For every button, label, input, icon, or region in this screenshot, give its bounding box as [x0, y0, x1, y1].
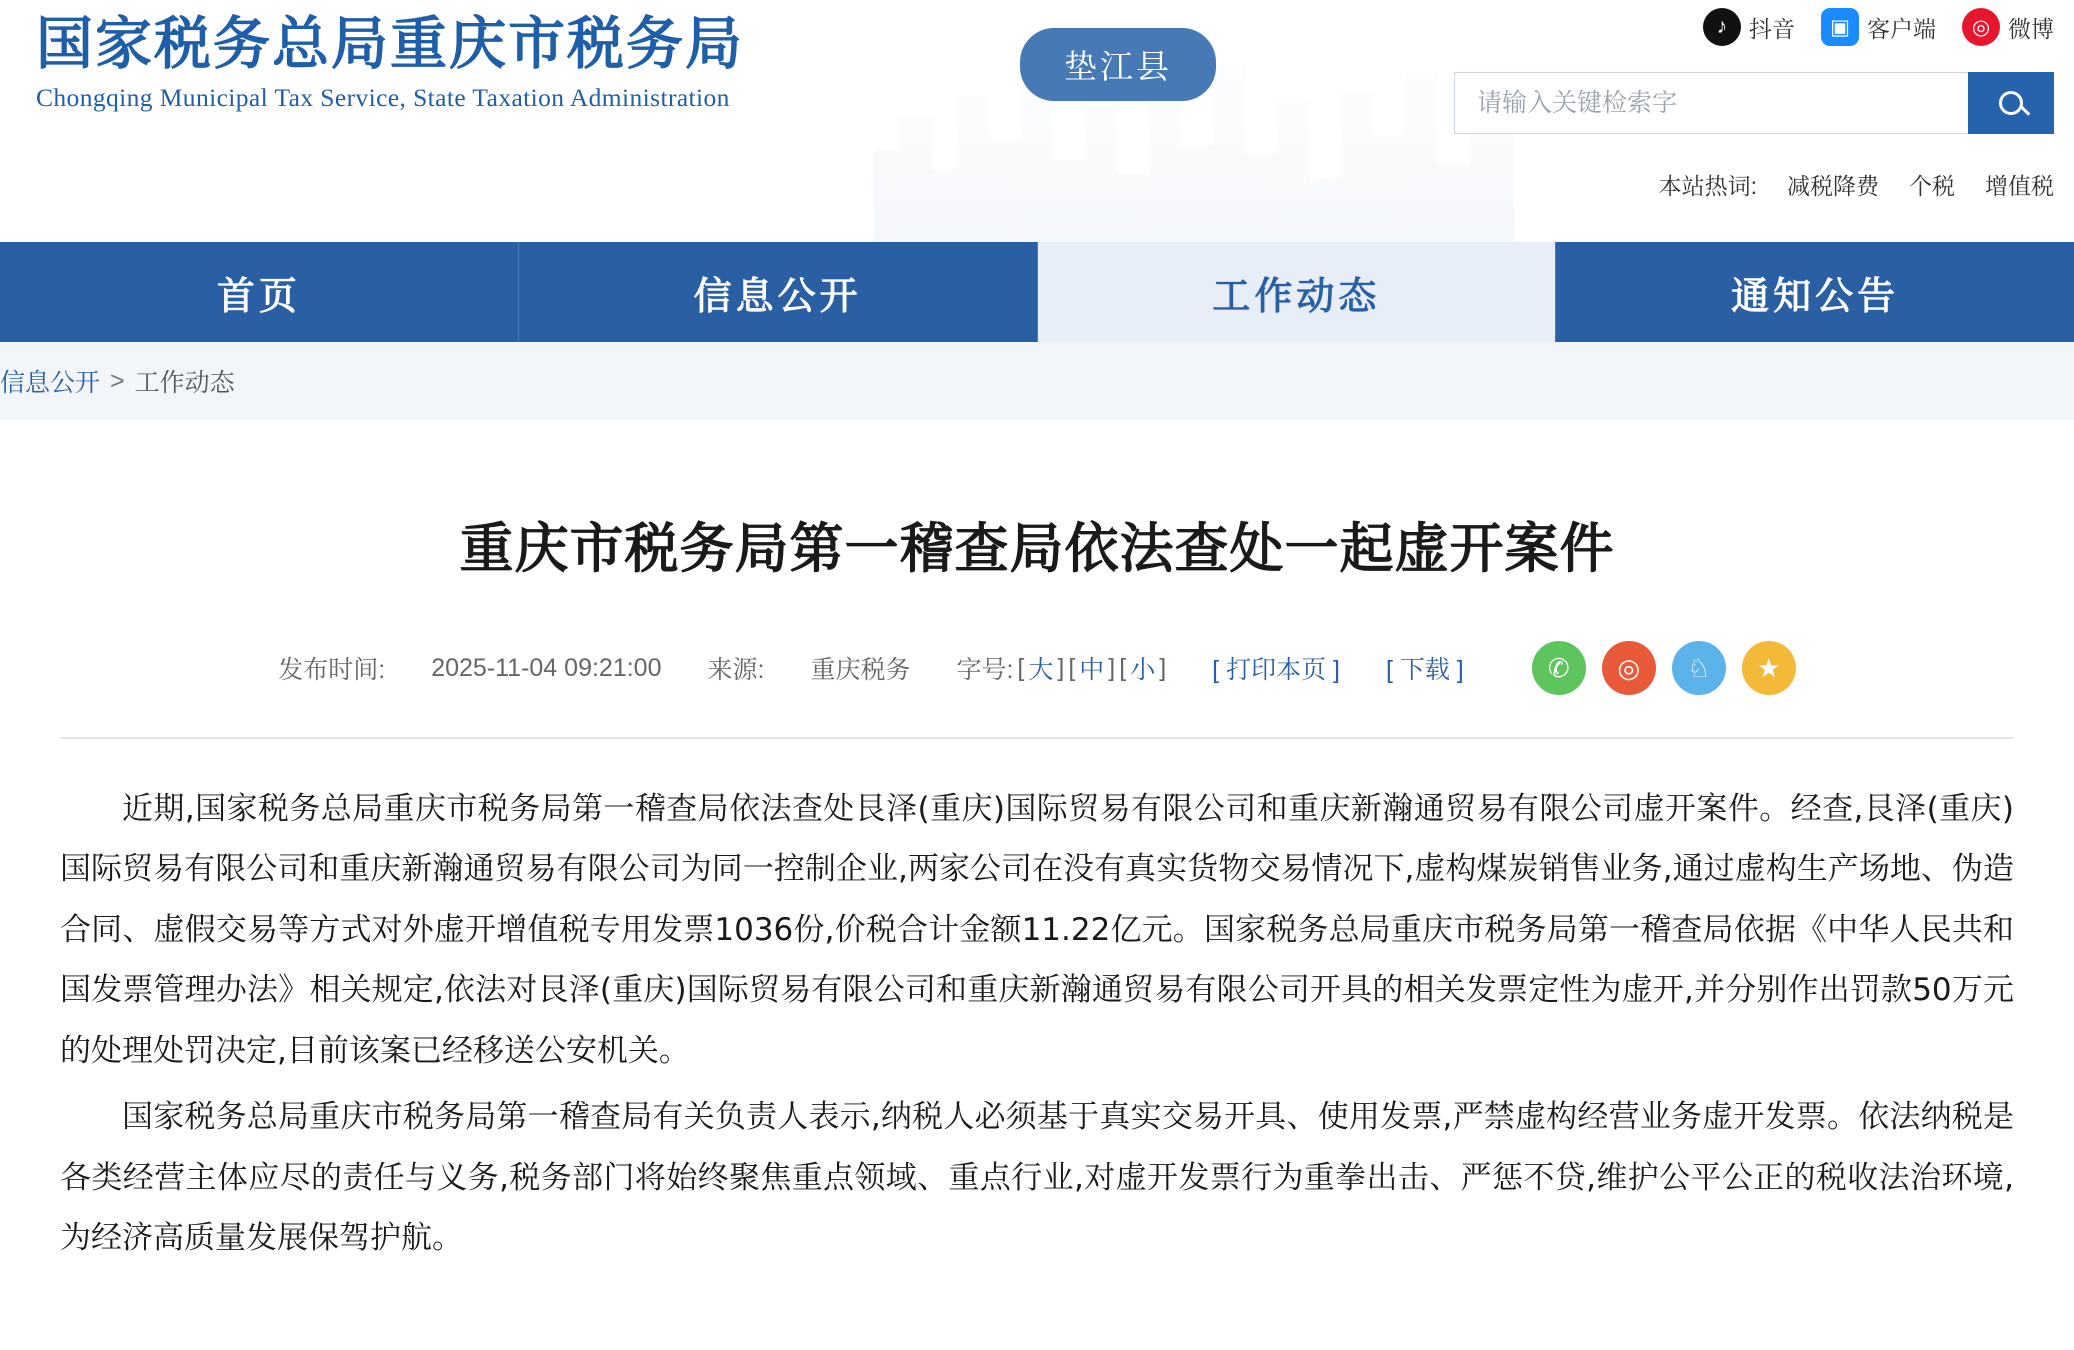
district-badge[interactable]: 垫江县	[1020, 28, 1216, 101]
breadcrumb-parent[interactable]: 信息公开	[0, 369, 101, 397]
breadcrumb-separator: >	[110, 366, 125, 395]
weibo-icon: ◎	[1962, 8, 2000, 46]
bracket-close-small: ]	[1159, 653, 1167, 682]
font-size-label: 字号:	[956, 656, 1014, 684]
source-value: 重庆税务	[810, 656, 911, 684]
meta-divider	[60, 737, 2014, 739]
bracket-open-small: [	[1119, 653, 1127, 682]
hot-keywords-label: 本站热词:	[1658, 173, 1757, 199]
app-icon: ▣	[1821, 8, 1859, 46]
page-title: 重庆市税务局第一稽查局依法查处一起虚开案件	[459, 517, 1615, 580]
site-search	[1454, 72, 2054, 134]
wechat-share-icon[interactable]: ✆	[1532, 641, 1586, 695]
article-paragraph-2: 国家税务总局重庆市税务局第一稽查局有关负责人表示,纳税人必须基于真实交易开具、使用发票,严禁虚构经营业务虚开发票。依法纳税是各类经营主体应尽的责任与义务,税务部门将始终聚焦重点领域、重点行业,对虚开发票行为重拳出击、严惩不贷,维护公平公正的税收法治环境,为经济高质量发展保驾护航。	[60, 1099, 2014, 1257]
print-page-button[interactable]: [ 打印本页 ]	[1212, 656, 1340, 684]
article	[0, 506, 2074, 1269]
favorite-share-icon[interactable]: ★	[1742, 641, 1796, 695]
site-logo[interactable]	[36, 8, 744, 113]
main-nav	[0, 242, 2074, 342]
font-size-controls	[956, 650, 1166, 686]
bracket-close-large: ]	[1057, 653, 1065, 682]
bracket-open-large: [	[1017, 653, 1025, 682]
douyin-icon: ♪	[1703, 8, 1741, 46]
article-meta	[60, 641, 2014, 695]
breadcrumb-current: 工作动态	[134, 369, 235, 397]
nav-item-home[interactable]: 首页	[0, 242, 519, 342]
hot-keyword-3[interactable]: 增值税	[1985, 173, 2054, 199]
article-body	[60, 779, 2014, 1269]
hot-keyword-1[interactable]: 减税降费	[1787, 173, 1879, 199]
hot-keywords	[1659, 168, 2054, 201]
social-link-app[interactable]	[1821, 8, 1936, 46]
nav-item-information-disclosure[interactable]: 信息公开	[519, 242, 1038, 342]
weibo-share-icon[interactable]: ◎	[1602, 641, 1656, 695]
breadcrumb	[0, 342, 2074, 420]
social-link-douyin[interactable]	[1703, 8, 1795, 46]
site-logo-cn: 国家税务总局重庆市税务局	[36, 10, 744, 77]
source-label: 来源:	[707, 656, 765, 684]
publish-time-value: 2025-11-04 09:21:00	[431, 653, 662, 682]
social-link-weibo[interactable]	[1962, 8, 2054, 46]
share-buttons	[1532, 641, 1796, 695]
hot-keyword-2[interactable]: 个税	[1909, 173, 1955, 199]
download-button[interactable]: [ 下载 ]	[1385, 656, 1464, 684]
social-label-app: 客户端	[1867, 15, 1936, 42]
nav-item-work-updates[interactable]: 工作动态	[1038, 242, 1557, 342]
font-size-small[interactable]: 小	[1130, 656, 1156, 684]
font-size-large[interactable]: 大	[1028, 656, 1054, 684]
search-button[interactable]	[1968, 72, 2054, 134]
bracket-close-medium: ]	[1108, 653, 1116, 682]
social-links	[1703, 8, 2054, 46]
publish-time-label: 发布时间:	[278, 656, 386, 684]
search-icon	[1999, 91, 2023, 115]
bell-share-icon[interactable]: ♘	[1672, 641, 1726, 695]
font-size-medium[interactable]: 中	[1079, 656, 1105, 684]
search-input[interactable]	[1454, 72, 1968, 134]
article-paragraph-1: 近期,国家税务总局重庆市税务局第一稽查局依法查处艮泽(重庆)国际贸易有限公司和重庆新瀚通贸易有限公司虚开案件。经查,艮泽(重庆)国际贸易有限公司和重庆新瀚通贸易有限公司为同一控制企业,两家公司在没有真实货物交易情况下,虚构煤炭销售业务,通过虚构生产场地、伪造合同、虚假交易等方式对外虚开增值税专用发票1036份,价税合计金额11.22亿元。国家税务总局重庆市税务局第一稽查局依据《中华人民共和国发票管理办法》相关规定,依法对艮泽(重庆)国际贸易有限公司和重庆新瀚通贸易有限公司开具的相关发票定性为虚开,并分别作出罚款50万元的处理处罚决定,目前该案已经移送公安机关。	[60, 791, 2014, 1069]
social-label-weibo: 微博	[2008, 15, 2054, 42]
bracket-open-medium: [	[1068, 653, 1076, 682]
site-header	[0, 0, 2074, 242]
nav-item-announcements[interactable]: 通知公告	[1731, 275, 1900, 318]
social-label-douyin: 抖音	[1749, 15, 1795, 42]
site-logo-en: Chongqing Municipal Tax Service, State Taxation Administration	[36, 83, 730, 113]
